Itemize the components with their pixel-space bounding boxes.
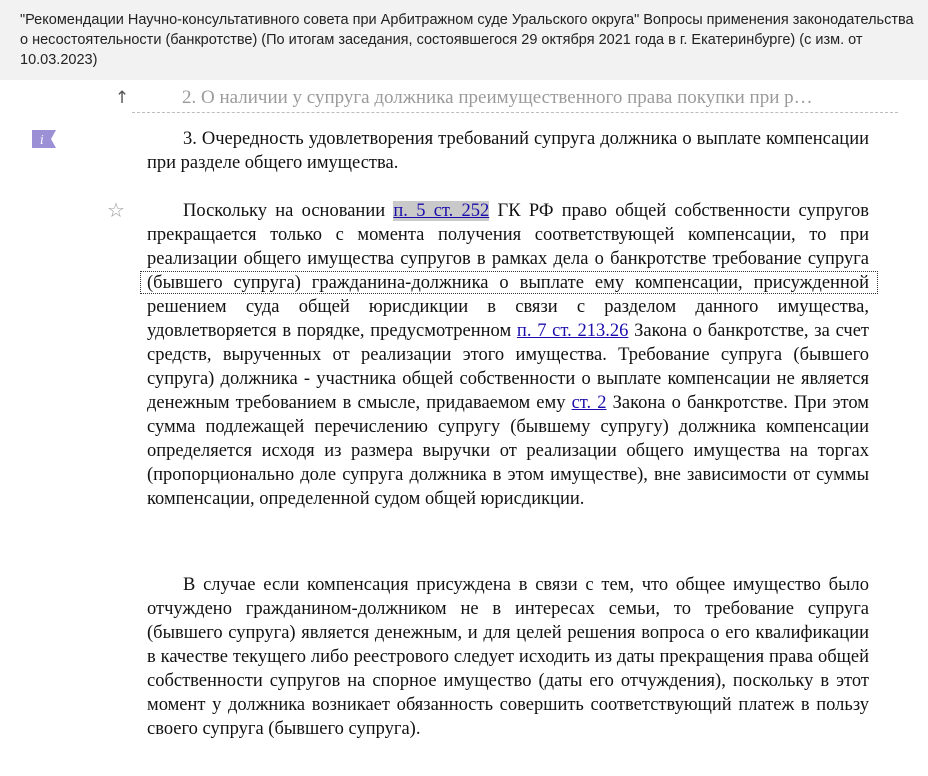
section-heading: 3. Очередность удовлетворения требований супруга должника о выплате компенсации при разделе общего имущества.: [147, 129, 869, 173]
paragraph-2: В случае если компенсация присуждена в связи с тем, что общее имущество было отчуждено гражданином-должником не в интересах семьи, то требование супруга (бывшего супруга) является денежным, и для целей решения вопроса о его квалификации в качестве текущего либо реестрового следует исходить из даты прекращения права общей собственности супругов на спорное имущество (даты его отчуждения), поскольку в этот момент у должника возникает обязанность совершить соответствующий платеж в пользу своего супруга (бывшего супруга).: [147, 575, 869, 739]
paragraph-1: [147, 199, 869, 511]
paragraph-1-text-b: ГК РФ право общей собственности супругов прекращается только с момента получения соответствующей компенсации, то при реализации общего имущества супругов в рамках дела о банкротстве требование супруга (бывшего супруга) гражданина-должника о выплате ему компенсации, присужденной решением суда общей юрисдикции в связи с разделом данного имущества, удовлетворяется в порядке, предусмотренном: [147, 201, 869, 341]
document-title-bar: [0, 0, 928, 80]
paragraph-1-text-a: Поскольку на основании: [183, 201, 394, 221]
document-title: "Рекомендации Научно-консультативного совета при Арбитражном суде Уральского округа" Вопросы применения законодательства о несостоятельности (банкротстве) (По итогам заседания, состоявшегося 29 октября 2021 года в г. Екатеринбурге) (с изм. от 10.03.2023): [20, 12, 914, 68]
link-213-26[interactable]: п. 7 ст. 213.26: [516, 321, 629, 341]
arrow-up-icon[interactable]: ↑: [114, 88, 130, 108]
info-comment-icon[interactable]: [30, 129, 58, 149]
paragraph-1-text-d: Закона о банкротстве. При этом сумма подлежащей перечислению супругу (бывшему супругу) должника компенсации определяется исходя из размера выручки от реализации общего имущества на торгах (пропорционально доле супруга должника в этом имуществе), вне зависимости от суммы компенсации, определенной судом общей юрисдикции.: [147, 393, 869, 509]
previous-section-heading[interactable]: 2. О наличии у супруга должника преимущественного права покупки при р…: [182, 87, 813, 108]
bookmark-star-icon[interactable]: ☆: [107, 198, 125, 222]
link-gk-252[interactable]: п. 5 ст. 252: [393, 201, 490, 221]
svg-text:i: i: [40, 133, 44, 147]
previous-section-nav: [0, 82, 928, 116]
link-st-2[interactable]: ст. 2: [571, 393, 607, 413]
paragraph-1-text-c: Закона о банкротстве, за счет средств, вырученных от реализации этого имущества. Требование супруга (бывшего супруга) должника - участника общей собственности о выплате компенсации не является денежным требованием в смысле, придаваемом ему: [147, 321, 870, 413]
section-divider: [132, 112, 898, 113]
